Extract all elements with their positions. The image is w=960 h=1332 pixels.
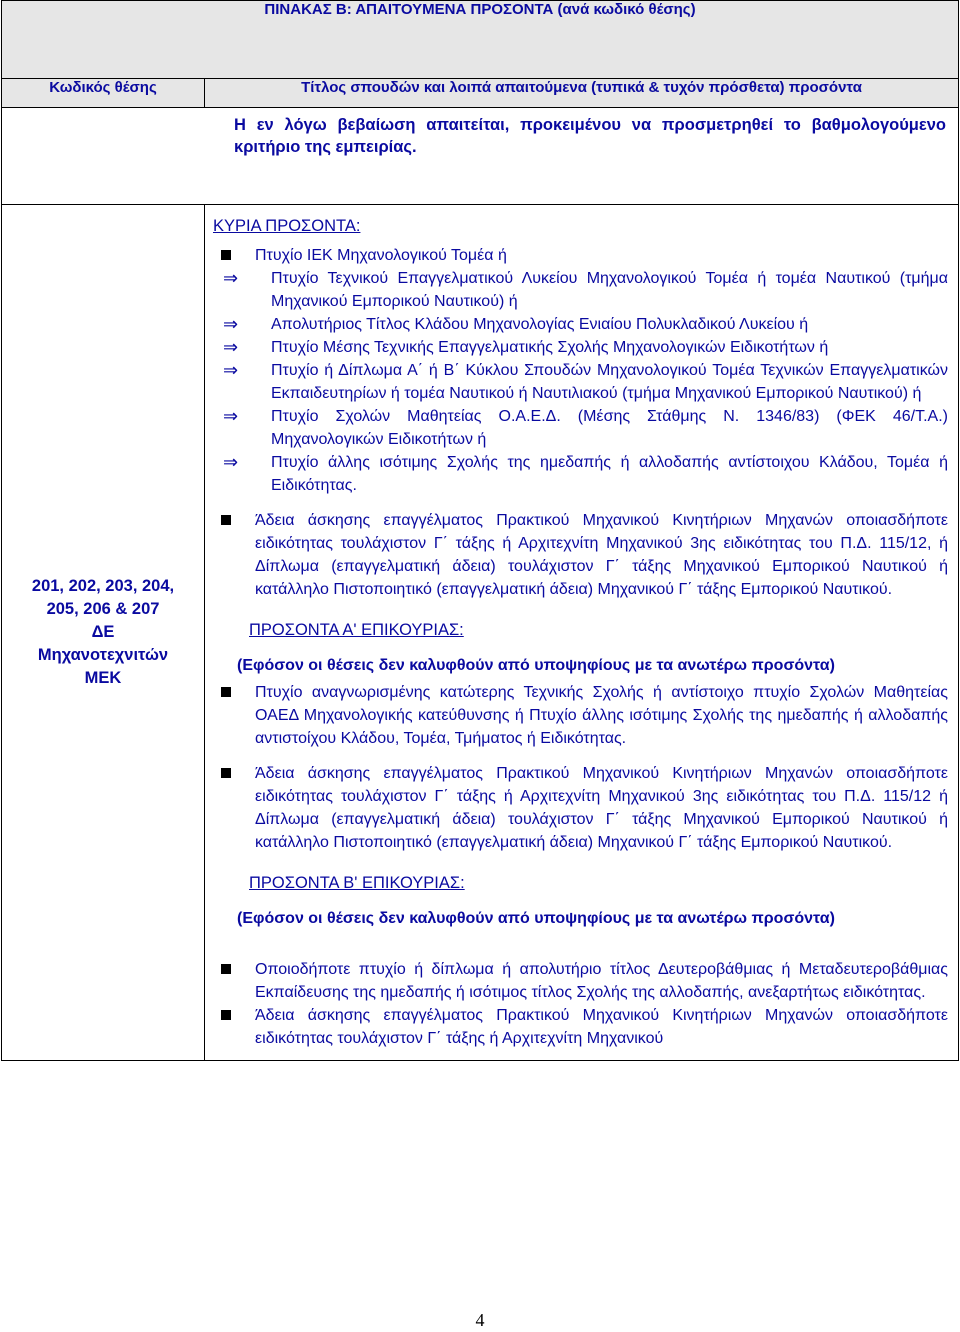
aux-a-item-2: Άδεια άσκησης επαγγέλματος Πρακτικού Μηχανικού Κινητήριων Μηχανών οποιασδήποτε ειδικότητας τουλάχιστον Γ΄ τάξης ή Αρχιτεχνίτη Μηχανικού 3ης ειδικότητας του Π.Δ. 115/12 ή Δίπλωμα (επαγγελματική άδεια) τουλάχιστον Γ΄ τάξης Μηχανικού Εμπορικού Ναυτικού ή κατάλληλο Πιστοποιητικό (επαγγελματική άδεια) Μηχανικού Γ΄ τάξης Εμπορικού Ναυτικού. <box>255 765 948 851</box>
list-item <box>213 405 948 451</box>
requirements-cell <box>205 205 959 1061</box>
list-item <box>213 509 948 601</box>
aux-b-item-1: Οποιοδήποτε πτυχίο ή δίπλωμα ή απολυτήριο τίτλος Δευτεροβάθμιας ή Μεταδευτεροβάθμιας Εκπαίδευσης της ημεδαπής ή ισότιμος τίτλος Σχολής της αλλοδαπής, ανεξαρτήτως ειδικότητας. <box>255 961 948 1001</box>
position-code-cell <box>2 205 205 1061</box>
main-alt-6: Πτυχίο άλλης ισότιμης Σχολής της ημεδαπής ή αλλοδαπής αντίστοιχου Κλάδου, Τομέα ή Ειδικότητας. <box>271 454 948 494</box>
square-bullet-icon <box>213 958 255 1004</box>
double-arrow-icon: ⇒ <box>223 452 239 472</box>
position-codes-line2: 205, 206 & 207 <box>46 600 160 618</box>
list-item <box>213 681 948 750</box>
list-item <box>213 336 948 359</box>
main-alt-4: Πτυχίο ή Δίπλωμα Α΄ ή Β΄ Κύκλου Σπουδών Μηχανολογικού Τομέα Τεχνικών Επαγγελματικών Εκπαιδευτηρίων ή τομέα Ναυτικού ή Ναυτιλιακού (τμήμα Μηχανικού Εμπορικού Ναυτικού) ή <box>271 362 948 402</box>
square-bullet-icon <box>213 509 255 601</box>
table-title: ΠΙΝΑΚΑΣ Β: ΑΠΑΙΤΟΥΜΕΝΑ ΠΡΟΣΟΝΤΑ (ανά κωδικό θέσης) <box>2 1 959 79</box>
aux-b-note: (Εφόσον οι θέσεις δεν καλυφθούν από υποψηφίους με τα ανωτέρω προσόντα) <box>237 910 835 927</box>
double-arrow-icon: ⇒ <box>223 360 239 380</box>
square-bullet-icon <box>213 762 255 854</box>
main-alt-1: Πτυχίο Τεχνικού Επαγγελματικού Λυκείου Μηχανολογικού Τομέα ή τομέα Ναυτικού (τμήμα Μηχανικού Εμπορικού Ναυτικού) ή <box>271 270 948 310</box>
list-item <box>213 267 948 313</box>
column-header-code: Κωδικός θέσης <box>2 79 205 108</box>
list-item <box>213 958 948 1004</box>
double-arrow-icon: ⇒ <box>223 314 239 334</box>
main-item-1: Πτυχίο ΙΕΚ Μηχανολογικού Τομέα ή <box>255 247 507 264</box>
column-header-row <box>2 79 959 108</box>
experience-note: Η εν λόγω βεβαίωση απαιτείται, προκειμένου να προσμετρηθεί το βαθμολογούμενο κριτήριο της εμπειρίας. <box>234 116 946 156</box>
table-row <box>2 205 959 1061</box>
main-qualifications-title: ΚΥΡΙΑ ΠΡΟΣΟΝΤΑ: <box>213 217 361 235</box>
double-arrow-icon: ⇒ <box>223 268 239 288</box>
note-row <box>2 108 959 205</box>
main-item-2: Άδεια άσκησης επαγγέλματος Πρακτικού Μηχανικού Κινητήριων Μηχανών οποιασδήποτε ειδικότητας τουλάχιστον Γ΄ τάξης ή Αρχιτεχνίτη Μηχανικού 3ης ειδικότητας του Π.Δ. 115/12, ή Δίπλωμα (επαγγελματική άδεια) τουλάχιστον Γ΄ τάξης Μηχανικού Εμπορικού Ναυτικού ή κατάλληλο Πιστοποιητικό (επαγγελματική άδεια) Μηχανικού Γ΄ τάξης Εμπορικού Ναυτικού. <box>255 512 948 598</box>
list-item <box>213 762 948 854</box>
aux-b-title: ΠΡΟΣΟΝΤΑ Β' ΕΠΙΚΟΥΡΙΑΣ: <box>249 874 465 892</box>
aux-a-note: (Εφόσον οι θέσεις δεν καλυφθούν από υποψηφίους με τα ανωτέρω προσόντα) <box>237 657 835 674</box>
list-item <box>213 451 948 497</box>
position-category: ΔΕ <box>91 623 115 641</box>
position-unit: ΜΕΚ <box>84 669 122 687</box>
aux-a-item-1: Πτυχίο αναγνωρισμένης κατώτερης Τεχνικής Σχολής ή αντίστοιχο πτυχίο Σχολών Μαθητείας ΟΑΕΔ Μηχανολογικής κατεύθυνσης ή Πτυχίο άλλης ισότιμης Σχολής της ημεδαπής ή αλλοδαπής αντιστοίχου Κλάδου, Τομέα, Τμήματος ή Ειδικότητας. <box>255 684 948 747</box>
square-bullet-icon <box>213 681 255 750</box>
aux-b-item-2: Άδεια άσκησης επαγγέλματος Πρακτικού Μηχανικού Κινητήριων Μηχανών οποιασδήποτε ειδικότητας τουλάχιστον Γ΄ τάξης ή Αρχιτεχνίτη Μηχανικού <box>255 1007 948 1047</box>
list-item <box>213 313 948 336</box>
table-title-row <box>2 1 959 79</box>
page-number: 4 <box>475 1310 485 1330</box>
double-arrow-icon: ⇒ <box>223 406 239 426</box>
square-bullet-icon <box>213 1004 255 1050</box>
list-item <box>213 1004 948 1050</box>
list-item <box>213 244 948 267</box>
main-alt-2: Απολυτήριος Τίτλος Κλάδου Μηχανολογίας Ενιαίου Πολυκλαδικού Λυκείου ή <box>271 316 809 333</box>
requirements-table <box>1 0 959 1061</box>
list-item <box>213 359 948 405</box>
main-alt-3: Πτυχίο Μέσης Τεχνικής Επαγγελματικής Σχολής Μηχανολογικών Ειδικοτήτων ή <box>271 339 829 356</box>
main-alt-5: Πτυχίο Σχολών Μαθητείας Ο.Α.Ε.Δ. (Μέσης Στάθμης Ν. 1346/83) (ΦΕΚ 46/Τ.Α.) Μηχανολογικών Ειδικοτήτων ή <box>271 408 948 448</box>
position-codes-line1: 201, 202, 203, 204, <box>31 577 175 595</box>
position-specialty: Μηχανοτεχνιτών <box>37 646 169 664</box>
double-arrow-icon: ⇒ <box>223 337 239 357</box>
square-bullet-icon <box>213 244 255 267</box>
aux-a-title: ΠΡΟΣΟΝΤΑ Α' ΕΠΙΚΟΥΡΙΑΣ: <box>249 621 464 639</box>
column-header-requirements: Τίτλος σπουδών και λοιπά απαιτούμενα (τυπικά & τυχόν πρόσθετα) προσόντα <box>205 79 959 108</box>
